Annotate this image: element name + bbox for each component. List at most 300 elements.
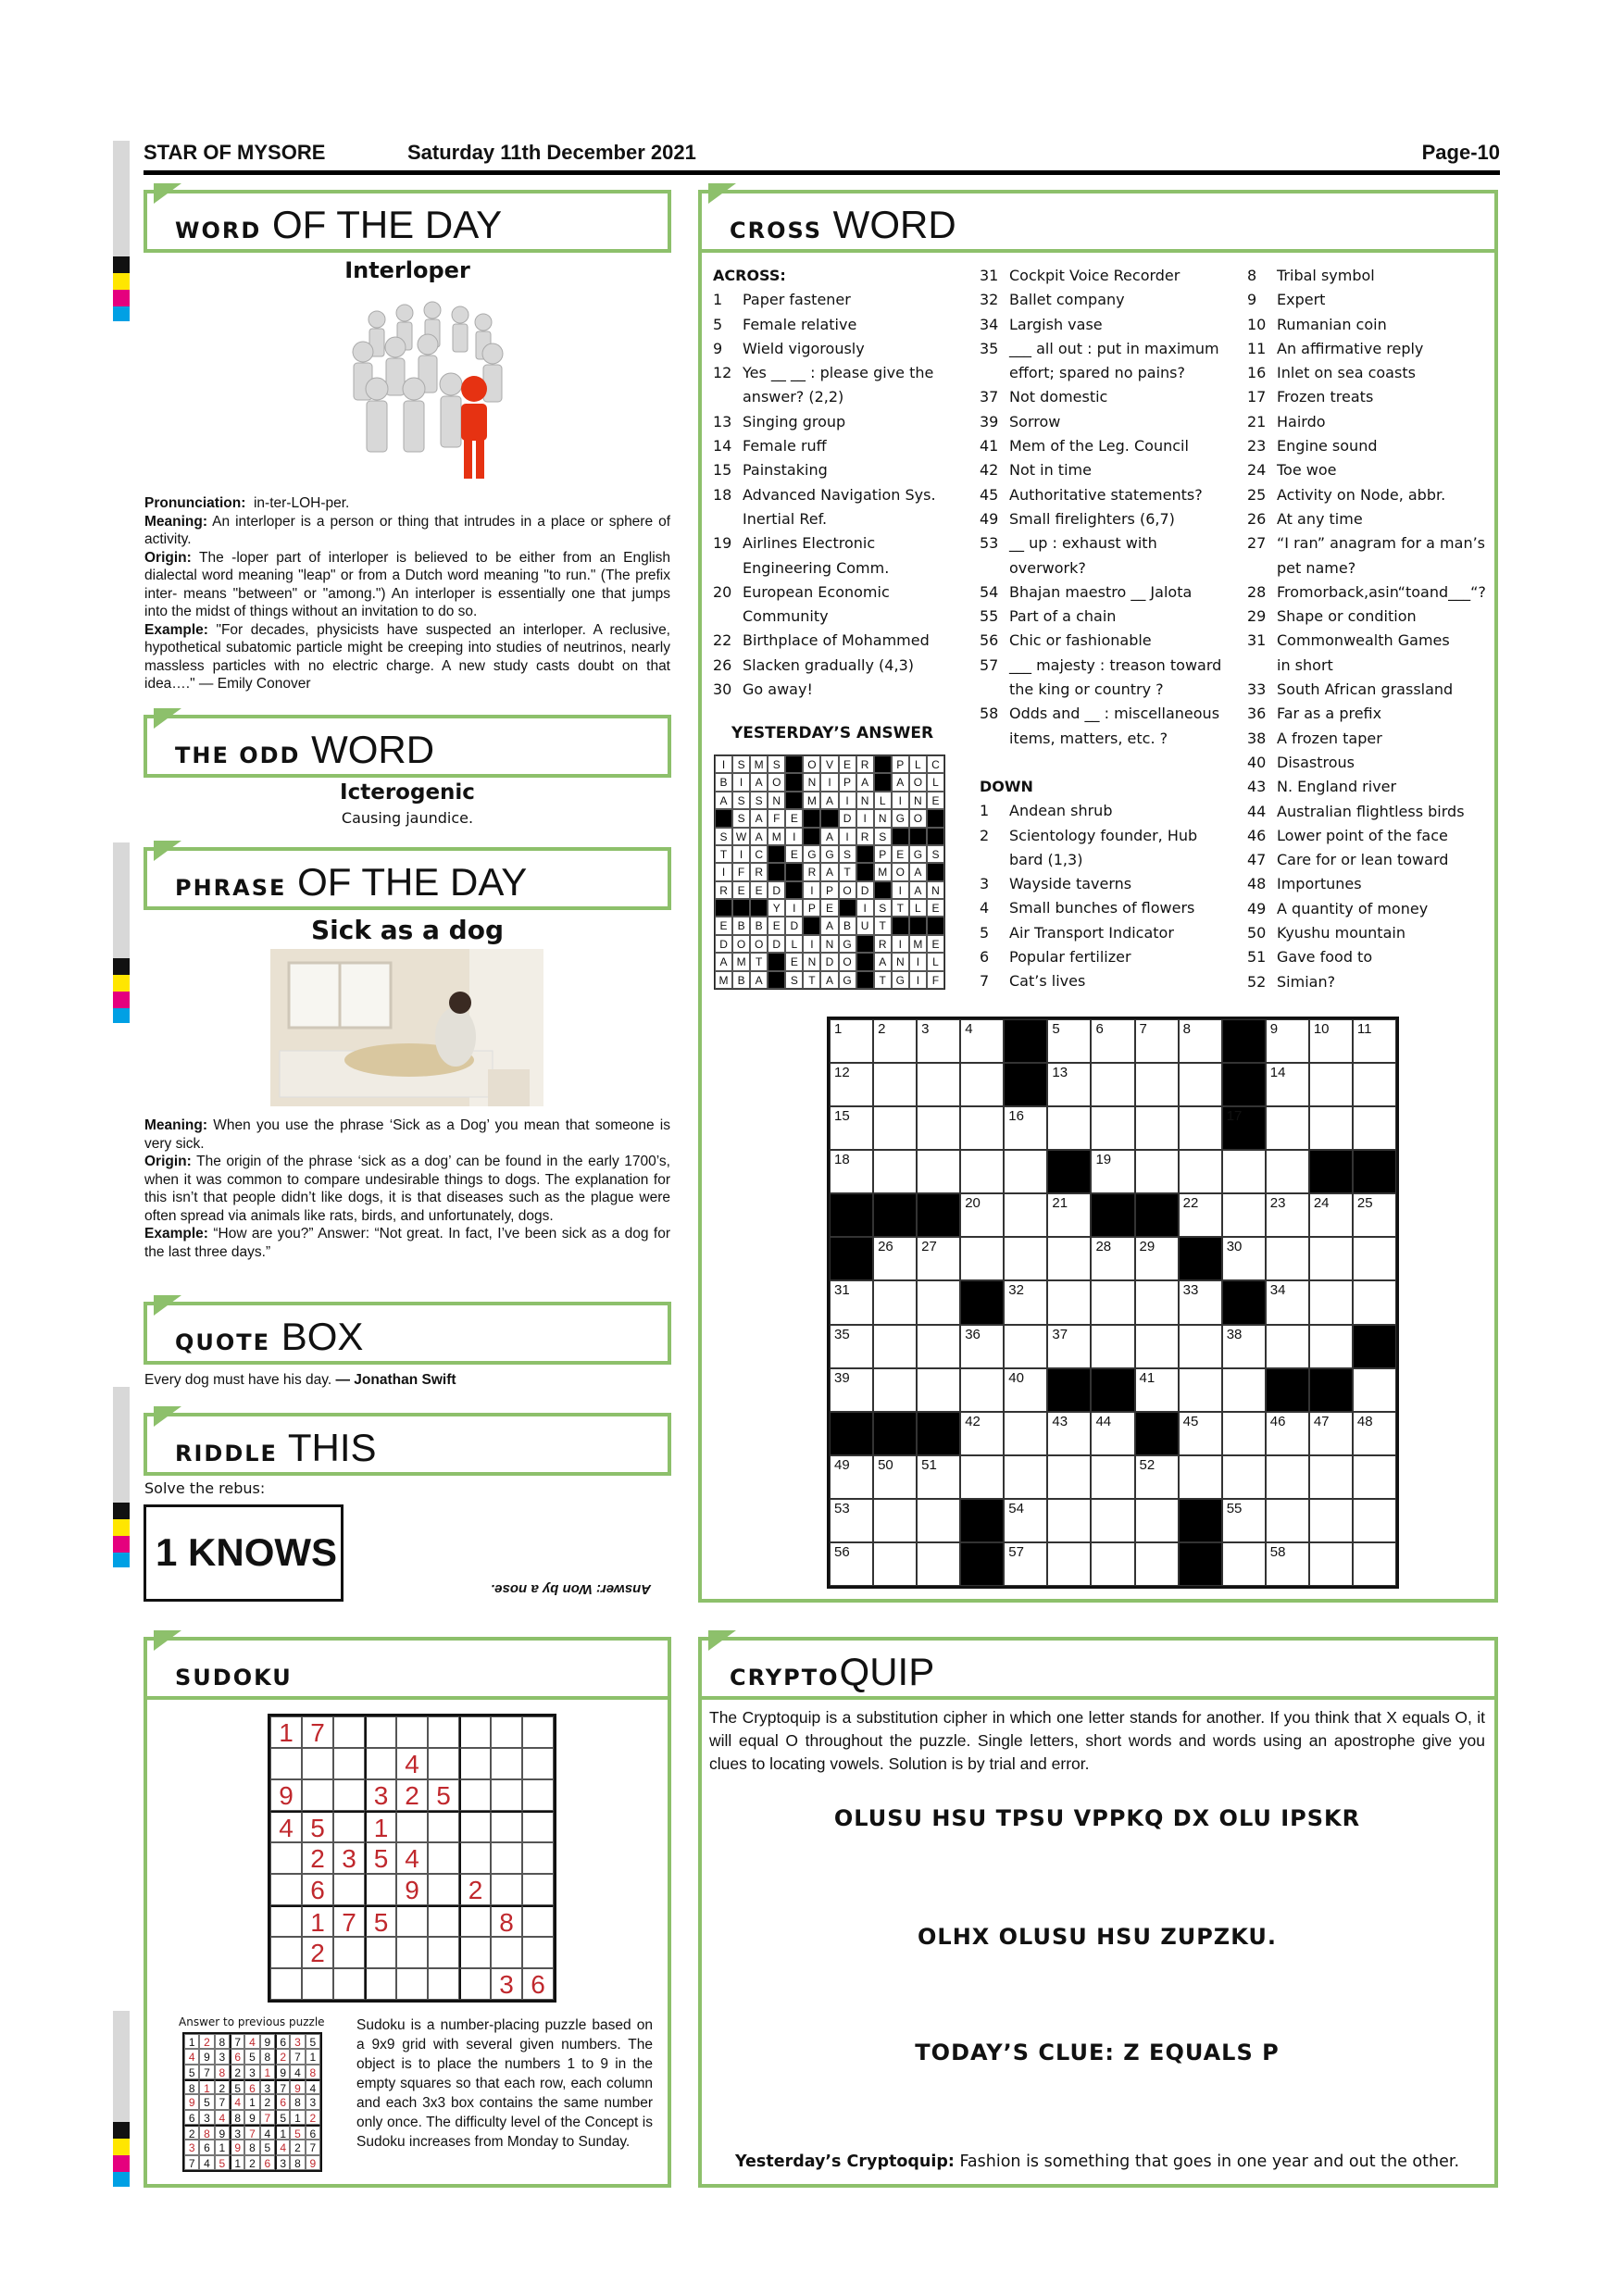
crossword-cell[interactable] (1309, 1280, 1353, 1324)
crossword-cell[interactable] (1047, 1063, 1091, 1106)
crossword-cell[interactable] (960, 1193, 1004, 1237)
crossword-cell[interactable] (1309, 1193, 1353, 1237)
quote-text: Every dog must have his day. — Jonathan Swift (144, 1372, 456, 1388)
crossword-cell[interactable] (1004, 1106, 1047, 1150)
crossword-cell[interactable] (960, 1412, 1004, 1455)
crossword-cell[interactable] (1353, 1368, 1396, 1412)
crossword-cell[interactable] (1004, 1280, 1047, 1324)
sudoku-cell[interactable] (428, 1748, 459, 1779)
sudoku-cell[interactable] (428, 1716, 459, 1748)
crossword-cell[interactable] (830, 1280, 873, 1324)
crossword-cell[interactable] (1004, 1150, 1047, 1193)
crossword-cell[interactable] (1266, 1150, 1309, 1193)
crossword-cell[interactable] (1309, 1237, 1353, 1280)
crossword-cell[interactable] (830, 1019, 873, 1063)
crossword-cell[interactable] (1309, 1106, 1353, 1150)
crossword-cell[interactable] (917, 1280, 960, 1324)
crossword-cell[interactable] (1135, 1150, 1179, 1193)
cell-number: 53 (834, 1500, 850, 1516)
crossword-cell[interactable] (1135, 1455, 1179, 1499)
yesterday-answer-label: YESTERDAY’S ANSWER (731, 724, 934, 742)
crossword-cell[interactable] (830, 1150, 873, 1193)
cell-number: 3 (921, 1021, 930, 1037)
crossword-cell[interactable] (1135, 1019, 1179, 1063)
sudoku-cell[interactable] (522, 1905, 554, 1937)
crossword-block (1135, 1193, 1179, 1237)
crossword-cell[interactable] (1266, 1455, 1309, 1499)
crossword-cell[interactable] (960, 1106, 1004, 1150)
crossword-cell[interactable] (1222, 1237, 1266, 1280)
sudoku-cell[interactable] (428, 1874, 459, 1905)
crossword-cell[interactable] (1266, 1106, 1309, 1150)
clue-item: 19 Airlines Electronic (713, 534, 876, 553)
answer-cell: M (715, 971, 732, 989)
sudoku-cell[interactable] (459, 1811, 491, 1842)
crossword-cell[interactable] (960, 1455, 1004, 1499)
answer-cell: F (732, 863, 750, 880)
crossword-cell[interactable] (960, 1150, 1004, 1193)
crossword-cell[interactable] (1266, 1412, 1309, 1455)
cryptoquip-clue: TODAY’S CLUE: Z EQUALS P (915, 2040, 1280, 2065)
crossword-cell[interactable] (1004, 1542, 1047, 1586)
crossword-cell[interactable] (1135, 1280, 1179, 1324)
sudoku-cell[interactable] (270, 1842, 302, 1874)
crossword-cell[interactable] (1047, 1455, 1091, 1499)
previous-answer-label: Answer to previous puzzle (179, 2015, 325, 2028)
crossword-cell[interactable] (1091, 1150, 1134, 1193)
crossword-cell[interactable] (1353, 1019, 1396, 1063)
crossword-cell[interactable] (1179, 1455, 1222, 1499)
crossword-cell[interactable] (830, 1063, 873, 1106)
crossword-cell[interactable] (1353, 1063, 1396, 1106)
answer-cell (856, 935, 874, 953)
crossword-cell[interactable] (1047, 1412, 1091, 1455)
crossword-cell[interactable] (1004, 1193, 1047, 1237)
answer-cell: A (820, 863, 838, 880)
crossword-cell[interactable] (917, 1063, 960, 1106)
crossword-cell[interactable] (873, 1368, 917, 1412)
crossword-cell[interactable] (1004, 1499, 1047, 1542)
crossword-cell[interactable] (873, 1280, 917, 1324)
crossword-block (960, 1542, 1004, 1586)
crossword-cell[interactable] (1353, 1237, 1396, 1280)
crossword-cell[interactable] (1091, 1237, 1134, 1280)
crossword-cell[interactable] (1004, 1368, 1047, 1412)
crossword-cell[interactable] (873, 1499, 917, 1542)
crossword-cell[interactable] (1353, 1542, 1396, 1586)
sudoku-cell[interactable] (333, 1811, 365, 1842)
crossword-cell[interactable] (1179, 1280, 1222, 1324)
sudoku-cell[interactable] (365, 1716, 396, 1748)
answer-cell: I (785, 828, 803, 845)
sudoku-cell: 3 (306, 2094, 320, 2109)
sudoku-cell[interactable] (428, 1842, 459, 1874)
crossword-cell[interactable] (1091, 1063, 1134, 1106)
crossword-cell[interactable] (1222, 1455, 1266, 1499)
crossword-cell[interactable] (1135, 1237, 1179, 1280)
crossword-cell[interactable] (960, 1325, 1004, 1368)
answer-cell: B (732, 971, 750, 989)
sudoku-cell: 4 (215, 2110, 230, 2125)
sudoku-cell: 4 (230, 2094, 244, 2109)
crossword-cell[interactable] (1353, 1412, 1396, 1455)
sudoku-cell[interactable] (365, 1968, 396, 2000)
crossword-cell[interactable] (1091, 1412, 1134, 1455)
crossword-cell[interactable] (1135, 1368, 1179, 1412)
answer-cell: E (715, 917, 732, 934)
sudoku-cell: 1 (275, 2125, 290, 2140)
crossword-cell[interactable] (1091, 1499, 1134, 1542)
sudoku-cell: 8 (184, 2079, 199, 2094)
clue-item: 21 Hairdo (1247, 412, 1326, 430)
sudoku-cell: 8 (230, 2110, 244, 2125)
crossword-cell[interactable] (1179, 1193, 1222, 1237)
answer-cell: I (892, 881, 909, 899)
crossword-cell[interactable] (1179, 1412, 1222, 1455)
crossword-cell[interactable] (873, 1455, 917, 1499)
sudoku-cell[interactable] (459, 1748, 491, 1779)
sudoku-cell[interactable] (270, 1937, 302, 1968)
sudoku-cell[interactable] (270, 1968, 302, 2000)
sudoku-cell[interactable] (459, 1842, 491, 1874)
clue-item: 4 Small bunches of flowers (980, 899, 1195, 917)
crossword-cell[interactable] (1135, 1499, 1179, 1542)
crossword-cell[interactable] (1179, 1063, 1222, 1106)
sudoku-cell[interactable] (333, 1779, 365, 1811)
answer-cell: L (909, 755, 927, 773)
sudoku-cell[interactable] (491, 1874, 522, 1905)
sudoku-cell: 5 (184, 2065, 199, 2079)
crossword-cell[interactable] (1309, 1499, 1353, 1542)
sudoku-cell[interactable] (522, 1842, 554, 1874)
crossword-cell[interactable] (960, 1237, 1004, 1280)
sudoku-cell[interactable] (491, 1748, 522, 1779)
clue-item: 1 Andean shrub (980, 802, 1113, 820)
crossword-cell[interactable] (1179, 1150, 1222, 1193)
crossword-cell[interactable] (1091, 1455, 1134, 1499)
sudoku-cell: 2 (184, 2125, 199, 2140)
sudoku-cell: 7 (230, 2034, 244, 2049)
sudoku-cell: 4 (290, 2065, 305, 2079)
crossword-cell[interactable] (1179, 1368, 1222, 1412)
sudoku-cell: 3 (365, 1779, 396, 1811)
sudoku-cell[interactable] (491, 1716, 522, 1748)
crossword-cell[interactable] (1091, 1106, 1134, 1150)
sudoku-cell[interactable] (459, 1968, 491, 2000)
answer-cell: S (785, 971, 803, 989)
crossword-cell[interactable] (917, 1455, 960, 1499)
cell-number: 24 (1313, 1195, 1330, 1212)
sudoku-cell[interactable] (365, 1874, 396, 1905)
crossword-cell[interactable] (1135, 1063, 1179, 1106)
crossword-cell[interactable] (917, 1150, 960, 1193)
crossword-block (917, 1193, 960, 1237)
sudoku-cell[interactable] (459, 1905, 491, 1937)
crossword-cell[interactable] (1047, 1499, 1091, 1542)
answer-cell (839, 899, 856, 917)
crossword-cell[interactable] (917, 1237, 960, 1280)
crossword-block (1353, 1150, 1396, 1193)
clue-item: 58 Odds and __ : miscellaneous (980, 705, 1220, 723)
crossword-cell[interactable] (873, 1019, 917, 1063)
crossword-block (1222, 1106, 1266, 1150)
answer-cell: A (820, 792, 838, 809)
crossword-cell[interactable] (960, 1063, 1004, 1106)
sudoku-cell[interactable] (491, 1811, 522, 1842)
crossword-cell[interactable] (1047, 1106, 1091, 1150)
answer-cell: M (909, 935, 927, 953)
crossword-cell[interactable] (1091, 1019, 1134, 1063)
crossword-cell[interactable] (1353, 1499, 1396, 1542)
sudoku-cell[interactable] (396, 1968, 428, 2000)
odd-word: Icterogenic (340, 780, 475, 805)
answer-cell: A (820, 971, 838, 989)
crossword-cell[interactable] (1309, 1325, 1353, 1368)
crossword-cell[interactable] (1222, 1150, 1266, 1193)
crossword-cell[interactable] (1047, 1019, 1091, 1063)
sudoku-cell: 2 (275, 2049, 290, 2064)
crossword-cell[interactable] (1222, 1499, 1266, 1542)
sudoku-cell[interactable] (270, 1748, 302, 1779)
sudoku-cell[interactable] (333, 1937, 365, 1968)
sudoku-cell[interactable] (333, 1748, 365, 1779)
answer-cell: D (715, 935, 732, 953)
sudoku-cell[interactable] (459, 1779, 491, 1811)
crossword-cell[interactable] (873, 1106, 917, 1150)
sudoku-cell[interactable] (428, 1905, 459, 1937)
sudoku-cell[interactable] (365, 1748, 396, 1779)
crossword-cell[interactable] (1135, 1325, 1179, 1368)
sudoku-cell[interactable] (491, 1937, 522, 1968)
crossword-cell[interactable] (1047, 1542, 1091, 1586)
crossword-cell[interactable] (1353, 1455, 1396, 1499)
crossword-cell[interactable] (1222, 1193, 1266, 1237)
clue-item: 9 Wield vigorously (713, 339, 865, 357)
crossword-cell[interactable] (917, 1106, 960, 1150)
crossword-cell[interactable] (1309, 1542, 1353, 1586)
sudoku-cell[interactable] (491, 1842, 522, 1874)
crossword-cell[interactable] (1179, 1106, 1222, 1150)
sudoku-cell: 4 (199, 2155, 214, 2170)
sudoku-cell: 7 (244, 2125, 259, 2140)
sudoku-cell[interactable] (522, 1748, 554, 1779)
crossword-cell[interactable] (1179, 1019, 1222, 1063)
sudoku-cell[interactable] (333, 1968, 365, 2000)
cell-number: 18 (834, 1152, 850, 1168)
crossword-cell[interactable] (1353, 1280, 1396, 1324)
crossword-cell[interactable] (960, 1019, 1004, 1063)
sudoku-cell[interactable] (396, 1905, 428, 1937)
crossword-cell[interactable] (1309, 1019, 1353, 1063)
clue-item: 48 Importunes (1247, 875, 1362, 893)
sudoku-cell[interactable] (459, 1716, 491, 1748)
crossword-cell[interactable] (1266, 1325, 1309, 1368)
answer-cell: E (732, 881, 750, 899)
crossword-block (830, 1237, 873, 1280)
answer-cell (785, 755, 803, 773)
sudoku-cell: 3 (244, 2065, 259, 2079)
crossword-cell[interactable] (830, 1499, 873, 1542)
answer-cell: S (732, 755, 750, 773)
crossword-cell[interactable] (873, 1063, 917, 1106)
crossword-block (1266, 1368, 1309, 1412)
clue-item: Community (743, 607, 829, 626)
crossword-block (1091, 1368, 1134, 1412)
crossword-cell[interactable] (1353, 1193, 1396, 1237)
crossword-cell[interactable] (873, 1325, 917, 1368)
clue-item: 33 South African grassland (1247, 680, 1454, 699)
crossword-cell[interactable] (1004, 1325, 1047, 1368)
sudoku-cell[interactable] (396, 1716, 428, 1748)
crossword-cell[interactable] (1004, 1455, 1047, 1499)
answer-cell: D (820, 953, 838, 970)
crossword-cell[interactable] (1309, 1455, 1353, 1499)
crossword-cell[interactable] (1353, 1106, 1396, 1150)
crossword-cell[interactable] (830, 1325, 873, 1368)
clue-item: 54 Bhajan maestro __ Jalota (980, 582, 1193, 601)
clue-item: 37 Not domestic (980, 388, 1108, 406)
crossword-cell[interactable] (1135, 1106, 1179, 1150)
crossword-cell[interactable] (917, 1368, 960, 1412)
answer-cell: S (874, 828, 892, 845)
cell-number: 31 (834, 1282, 850, 1299)
crossword-block (1179, 1499, 1222, 1542)
crossword-cell[interactable] (1266, 1280, 1309, 1324)
crossword-cell[interactable] (1091, 1280, 1134, 1324)
sudoku-cell[interactable] (522, 1811, 554, 1842)
crossword-cell[interactable] (830, 1455, 873, 1499)
clue-item: 2 Scientology founder, Hub (980, 826, 1198, 844)
riddle-rebus: 1 KNOWS (144, 1504, 344, 1602)
crossword-cell[interactable] (1309, 1063, 1353, 1106)
crossword-cell[interactable] (1179, 1325, 1222, 1368)
sudoku-cell: 6 (302, 1874, 333, 1905)
clue-item: 26 At any time (1247, 509, 1363, 528)
sudoku-cell: 1 (365, 1811, 396, 1842)
sudoku-cell: 2 (302, 1842, 333, 1874)
crossword-cell[interactable] (917, 1499, 960, 1542)
clue-item: 18 Advanced Navigation Sys. (713, 485, 936, 504)
crossword-cell[interactable] (1091, 1542, 1134, 1586)
across-label: ACROSS: (713, 267, 786, 284)
clue-item: 46 Lower point of the face (1247, 826, 1448, 844)
clue-item: 8 Tribal symbol (1247, 267, 1375, 284)
crossword-cell[interactable] (1266, 1499, 1309, 1542)
sudoku-cell[interactable] (396, 1811, 428, 1842)
sudoku-cell[interactable] (333, 1716, 365, 1748)
cell-number: 41 (1139, 1369, 1156, 1386)
answer-cell: R (803, 863, 820, 880)
sudoku-cell: 2 (230, 2065, 244, 2079)
sudoku-cell[interactable] (270, 1874, 302, 1905)
clue-item: 25 Activity on Node, abbr. (1247, 485, 1446, 504)
sudoku-cell[interactable] (522, 1937, 554, 1968)
sudoku-cell[interactable] (396, 1937, 428, 1968)
sudoku-cell[interactable] (522, 1874, 554, 1905)
answer-cell: M (803, 792, 820, 809)
sudoku-cell: 8 (244, 2140, 259, 2154)
crossword-cell[interactable] (1135, 1542, 1179, 1586)
crossword-cell[interactable] (1266, 1193, 1309, 1237)
sudoku-cell: 8 (290, 2094, 305, 2109)
crossword-cell[interactable] (917, 1542, 960, 1586)
crossword-cell[interactable] (873, 1237, 917, 1280)
sudoku-cell[interactable] (428, 1937, 459, 1968)
answer-cell (768, 953, 785, 970)
crossword-cell[interactable] (1266, 1542, 1309, 1586)
answer-cell: G (839, 935, 856, 953)
crossword-cell[interactable] (1004, 1412, 1047, 1455)
answer-cell: O (750, 935, 768, 953)
cell-number: 55 (1226, 1500, 1243, 1516)
crossword-cell[interactable] (960, 1368, 1004, 1412)
crossword-cell[interactable] (1309, 1412, 1353, 1455)
sudoku-cell[interactable] (522, 1779, 554, 1811)
crossword-cell[interactable] (830, 1106, 873, 1150)
cell-number: 40 (1008, 1369, 1024, 1386)
answer-cell (750, 899, 768, 917)
cryptoquip-header: CRYPTOQUIP (698, 1637, 1498, 1700)
crossword-cell[interactable] (1004, 1237, 1047, 1280)
answer-cell (856, 971, 874, 989)
sudoku-cell[interactable] (302, 1779, 333, 1811)
sudoku-cell[interactable] (270, 1905, 302, 1937)
answer-cell: A (715, 792, 732, 809)
sudoku-cell[interactable] (302, 1968, 333, 2000)
crossword-cell[interactable] (1222, 1542, 1266, 1586)
crossword-cell[interactable] (873, 1542, 917, 1586)
crossword-cell[interactable] (917, 1325, 960, 1368)
crossword-block (1135, 1412, 1179, 1455)
crossword-cell[interactable] (830, 1368, 873, 1412)
sudoku-cell[interactable] (522, 1716, 554, 1748)
sudoku-cell: 9 (270, 1779, 302, 1811)
answer-cell: N (820, 935, 838, 953)
crossword-cell[interactable] (830, 1542, 873, 1586)
crossword-block (1309, 1150, 1353, 1193)
crossword-cell[interactable] (1222, 1325, 1266, 1368)
answer-cell: A (750, 971, 768, 989)
crossword-cell[interactable] (873, 1150, 917, 1193)
clue-item: items, matters, etc. ? (1009, 729, 1168, 747)
answer-cell: I (856, 809, 874, 827)
crossword-cell[interactable] (1047, 1280, 1091, 1324)
crossword-cell[interactable] (1266, 1063, 1309, 1106)
sudoku-cell[interactable] (333, 1874, 365, 1905)
sudoku-cell[interactable] (428, 1811, 459, 1842)
sudoku-cell[interactable] (302, 1748, 333, 1779)
answer-cell: G (803, 845, 820, 863)
crossword-cell[interactable] (1047, 1325, 1091, 1368)
crossword-cell[interactable] (1266, 1019, 1309, 1063)
sudoku-cell[interactable] (491, 1779, 522, 1811)
sudoku-cell[interactable] (365, 1937, 396, 1968)
crossword-cell[interactable] (917, 1019, 960, 1063)
sudoku-cell: 5 (230, 2079, 244, 2094)
sudoku-cell[interactable] (428, 1968, 459, 2000)
crossword-cell[interactable] (1266, 1237, 1309, 1280)
sudoku-cell[interactable] (459, 1937, 491, 1968)
crossword-cell[interactable] (1047, 1193, 1091, 1237)
crossword-cell[interactable] (1222, 1412, 1266, 1455)
clue-item: 43 N. England river (1247, 778, 1397, 796)
page-number: Page-10 (1421, 141, 1500, 164)
crossword-cell[interactable] (1222, 1368, 1266, 1412)
crossword-cell[interactable] (1047, 1237, 1091, 1280)
clue-item: 34 Largish vase (980, 315, 1103, 333)
sick-dog-photo (270, 949, 543, 1106)
crossword-cell[interactable] (1091, 1325, 1134, 1368)
